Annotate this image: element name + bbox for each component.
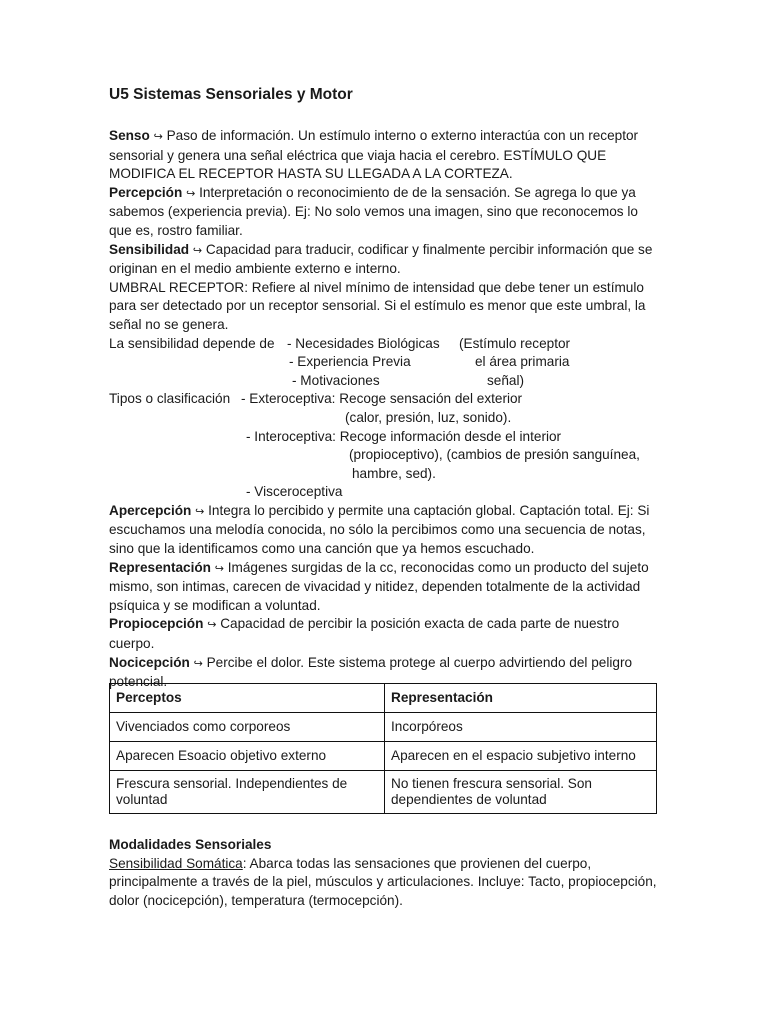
modalidades-section [109, 836, 661, 910]
depende-item: - Necesidades Biológicas [287, 335, 440, 351]
tipos-intero-detail: hambre, sed). [352, 465, 436, 481]
table-cell: Aparecen Esoacio objetivo externo [110, 742, 385, 771]
document-body [109, 127, 661, 692]
arrow-icon: ↪ [214, 562, 224, 575]
comparison-table [109, 683, 657, 814]
definition-umbral: UMBRAL RECEPTOR: Refiere al nivel mínimo de intensidad que debe tener un estímulo para ser detectado por un receptor sensorial. Si el estímulo es menor que este umbral, la señal no se genera. [109, 279, 646, 332]
table-cell: Aparecen en el espacio subjetivo interno [385, 742, 657, 771]
definition-percepcion [109, 184, 661, 241]
page-title: U5 Sistemas Sensoriales y Motor [109, 86, 353, 103]
definition-text: Integra lo percibido y permite una captación global. Captación total. Ej: Si escuchamos una melodía conocida, no sólo la percibimos como una secuencia de notas, sino que la identificamos como una canción que ya hemos escuchado. [109, 502, 650, 557]
table-cell: No tienen frescura sensorial. Son dependientes de voluntad [385, 771, 657, 814]
definition-text: Paso de información. Un estímulo interno o externo interactúa con un receptor sensorial y genera una señal eléctrica que viaja hacia el cerebro. ESTÍMULO QUE MODIFICA EL RECEPTOR HASTA SU LLEGADA A LA CORTEZA. [109, 128, 639, 182]
tipos-extero: - Exteroceptiva: Recoge sensación del exterior [241, 391, 523, 407]
depende-note: el área primaria [475, 354, 570, 370]
tipos-row-1 [109, 390, 661, 409]
definition-somatica [109, 855, 661, 911]
table-row [110, 742, 657, 771]
table-header-row [110, 684, 657, 713]
term-percepcion: Percepción [109, 184, 183, 200]
depende-item: - Experiencia Previa [289, 354, 411, 370]
table-cell: Incorpóreos [385, 713, 657, 742]
definition-senso [109, 127, 661, 184]
tipos-lead: Tipos o clasificación [109, 391, 231, 407]
term-apercepcion: Apercepción [109, 502, 192, 518]
definition-sensibilidad [109, 241, 661, 279]
definition-text: Imágenes surgidas de la cc, reconocidas como un producto del sujeto mismo, son intimas, carecen de vivacidad y nitidez, dependen totalmente de la actividad psíquica y se modifican a voluntad. [109, 559, 649, 613]
definition-text: Capacidad de percibir la posición exacta de cada parte de nuestro cuerpo. [109, 616, 620, 652]
term-nocicepcion: Nocicepción [109, 654, 190, 670]
definition-text: Percibe el dolor. Este sistema protege al cuerpo advirtiendo del peligro potencial. [109, 654, 633, 690]
table-cell: Frescura sensorial. Independientes de voluntad [110, 771, 385, 814]
definition-text: Capacidad para traducir, codificar y finalmente percibir información que se originan en el medio ambiente externo e interno. [109, 241, 653, 277]
depende-lead: La sensibilidad depende de [109, 335, 275, 351]
tipos-row-5 [109, 465, 661, 484]
tipos-viscero: - Visceroceptiva [246, 484, 343, 500]
depende-note: señal) [487, 372, 525, 388]
tipos-intero-detail: (propioceptivo), (cambios de presión sanguínea, [349, 447, 640, 463]
definition-apercepcion [109, 502, 661, 559]
tipos-intero: - Interoceptiva: Recoge información desde el interior [246, 428, 562, 444]
depende-row-2 [109, 353, 661, 372]
tipos-row-4 [109, 446, 661, 465]
arrow-icon: ↪ [207, 619, 217, 632]
term-representacion: Representación [109, 559, 211, 575]
arrow-icon: ↪ [193, 657, 203, 670]
definition-propiocepcion [109, 615, 661, 653]
table-row [110, 771, 657, 814]
tipos-row-2 [109, 409, 661, 428]
depende-item: - Motivaciones [292, 372, 380, 388]
table-header: Representación [385, 684, 657, 713]
definition-text: : Abarca todas las sensaciones que provienen del cuerpo, principalmente a través de la piel, músculos y articulaciones. Incluye: Tacto, propiocepción, dolor (nocicepción), temperatura (termocepción). [109, 855, 657, 908]
depende-row-3 [109, 372, 661, 391]
term-propiocepcion: Propiocepción [109, 616, 204, 632]
arrow-icon: ↪ [186, 187, 196, 200]
table-header: Perceptos [110, 684, 385, 713]
arrow-icon: ↪ [192, 244, 203, 257]
section-heading: Modalidades Sensoriales [109, 837, 272, 852]
table-cell: Vivenciados como corporeos [110, 713, 385, 742]
definition-text: Interpretación o reconocimiento de de la sensación. Se agrega lo que ya sabemos (experiencia previa). Ej: No solo vemos una imagen, sino que reconocemos lo que es, rostro familiar. [109, 184, 638, 238]
term-sensibilidad: Sensibilidad [109, 241, 190, 257]
depende-note: (Estímulo receptor [459, 335, 571, 351]
term-somatica: Sensibilidad Somática [109, 855, 243, 871]
term-senso: Senso [109, 128, 150, 143]
depende-row-1 [109, 335, 661, 354]
arrow-icon: ↪ [195, 505, 205, 518]
arrow-icon: ↪ [153, 131, 163, 143]
tipos-row-6 [109, 483, 661, 502]
definition-representacion [109, 559, 661, 616]
tipos-extero-detail: (calor, presión, luz, sonido). [345, 409, 512, 425]
tipos-row-3 [109, 428, 661, 447]
table-row [110, 713, 657, 742]
